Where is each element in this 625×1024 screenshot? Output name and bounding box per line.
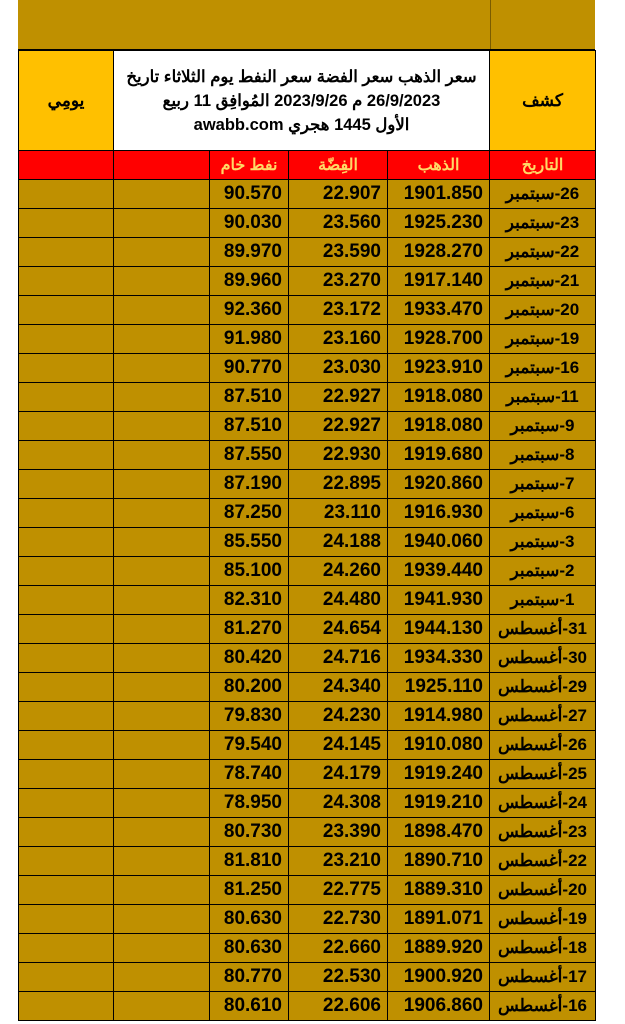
gold-cell[interactable]: 1918.080	[388, 412, 490, 441]
date-cell[interactable]: 30-أغسطس	[490, 644, 596, 673]
silver-cell[interactable]: 23.270	[289, 267, 388, 296]
silver-cell[interactable]: 23.390	[289, 818, 388, 847]
table-row	[19, 934, 596, 963]
oil-cell[interactable]: 87.250	[210, 499, 289, 528]
silver-cell[interactable]: 23.560	[289, 209, 388, 238]
date-cell[interactable]: 6-سبتمبر	[490, 499, 596, 528]
date-cell[interactable]: 23-سبتمبر	[490, 209, 596, 238]
empty-cell[interactable]	[114, 615, 210, 644]
column-divider	[490, 0, 491, 49]
oil-cell[interactable]: 90.570	[210, 180, 289, 209]
table-row	[19, 499, 596, 528]
silver-cell[interactable]: 24.308	[289, 789, 388, 818]
spreadsheet	[18, 0, 595, 1021]
table-row	[19, 586, 596, 615]
empty-cell[interactable]	[114, 760, 210, 789]
date-cell[interactable]: 19-سبتمبر	[490, 325, 596, 354]
empty-cell[interactable]	[19, 789, 114, 818]
date-cell[interactable]: 1-سبتمبر	[490, 586, 596, 615]
empty-cell[interactable]	[114, 847, 210, 876]
oil-cell[interactable]: 87.190	[210, 470, 289, 499]
table-row	[19, 615, 596, 644]
empty-cell[interactable]	[114, 267, 210, 296]
gold-cell[interactable]: 1928.700	[388, 325, 490, 354]
oil-cell[interactable]: 78.950	[210, 789, 289, 818]
empty-cell[interactable]	[114, 296, 210, 325]
empty-cell[interactable]	[19, 847, 114, 876]
table-row	[19, 470, 596, 499]
silver-cell[interactable]: 23.110	[289, 499, 388, 528]
table-row	[19, 441, 596, 470]
table-row	[19, 325, 596, 354]
silver-cell[interactable]: 22.606	[289, 992, 388, 1021]
empty-cell[interactable]	[19, 209, 114, 238]
date-cell[interactable]: 3-سبتمبر	[490, 528, 596, 557]
empty-cell[interactable]	[19, 470, 114, 499]
gold-cell[interactable]: 1923.910	[388, 354, 490, 383]
gold-cell[interactable]: 1914.980	[388, 702, 490, 731]
empty-cell[interactable]	[19, 876, 114, 905]
silver-cell[interactable]: 22.660	[289, 934, 388, 963]
oil-cell[interactable]: 80.770	[210, 963, 289, 992]
oil-cell[interactable]: 80.610	[210, 992, 289, 1021]
prices-table	[18, 50, 596, 1021]
empty-cell[interactable]	[114, 905, 210, 934]
gold-cell[interactable]: 1941.930	[388, 586, 490, 615]
title-line-2: 26/9/2023 م 2023/9/26 المُوافِق 11 ربيع	[162, 91, 441, 110]
empty-cell[interactable]	[19, 412, 114, 441]
gold-cell[interactable]: 1925.110	[388, 673, 490, 702]
table-row	[19, 673, 596, 702]
table-row	[19, 383, 596, 412]
date-cell[interactable]: 29-أغسطس	[490, 673, 596, 702]
silver-cell[interactable]: 22.530	[289, 963, 388, 992]
date-cell[interactable]: 26-أغسطس	[490, 731, 596, 760]
table-row	[19, 557, 596, 586]
silver-cell[interactable]: 22.895	[289, 470, 388, 499]
table-row	[19, 702, 596, 731]
gold-cell[interactable]: 1917.140	[388, 267, 490, 296]
date-cell[interactable]: 26-سبتمبر	[490, 180, 596, 209]
date-cell[interactable]: 21-سبتمبر	[490, 267, 596, 296]
column-header-row	[19, 151, 596, 180]
table-row	[19, 238, 596, 267]
date-cell[interactable]: 18-أغسطس	[490, 934, 596, 963]
empty-cell[interactable]	[114, 992, 210, 1021]
empty-cell[interactable]	[19, 992, 114, 1021]
silver-cell[interactable]: 23.160	[289, 325, 388, 354]
silver-cell[interactable]: 22.927	[289, 412, 388, 441]
empty-cell[interactable]	[114, 644, 210, 673]
table-row	[19, 905, 596, 934]
date-cell[interactable]: 22-سبتمبر	[490, 238, 596, 267]
silver-cell[interactable]: 24.480	[289, 586, 388, 615]
empty-cell[interactable]	[19, 644, 114, 673]
oil-cell[interactable]: 87.510	[210, 383, 289, 412]
page-title	[114, 51, 490, 151]
gold-header: الذهب	[388, 151, 490, 180]
gold-cell[interactable]: 1919.240	[388, 760, 490, 789]
gold-cell[interactable]: 1901.850	[388, 180, 490, 209]
empty-cell[interactable]	[19, 905, 114, 934]
gold-cell[interactable]: 1900.920	[388, 963, 490, 992]
empty-cell[interactable]	[19, 383, 114, 412]
date-cell[interactable]: 24-أغسطس	[490, 789, 596, 818]
silver-cell[interactable]: 24.145	[289, 731, 388, 760]
title-line-3: الأول 1445 هجري awabb.com	[193, 115, 410, 134]
oil-cell[interactable]: 90.770	[210, 354, 289, 383]
date-cell[interactable]: 19-أغسطس	[490, 905, 596, 934]
silver-cell[interactable]: 24.260	[289, 557, 388, 586]
silver-cell[interactable]: 23.590	[289, 238, 388, 267]
empty-cell[interactable]	[19, 557, 114, 586]
gold-cell[interactable]: 1933.470	[388, 296, 490, 325]
gold-cell[interactable]: 1906.860	[388, 992, 490, 1021]
table-row	[19, 818, 596, 847]
gold-cell[interactable]: 1919.210	[388, 789, 490, 818]
gold-cell[interactable]: 1940.060	[388, 528, 490, 557]
empty-cell[interactable]	[19, 934, 114, 963]
table-row	[19, 963, 596, 992]
gold-cell[interactable]: 1925.230	[388, 209, 490, 238]
empty-cell[interactable]	[19, 354, 114, 383]
date-cell[interactable]: 20-أغسطس	[490, 876, 596, 905]
empty-cell[interactable]	[114, 557, 210, 586]
oil-cell[interactable]: 91.980	[210, 325, 289, 354]
gold-cell[interactable]: 1918.080	[388, 383, 490, 412]
table-row	[19, 992, 596, 1021]
gold-cell[interactable]: 1910.080	[388, 731, 490, 760]
table-row	[19, 180, 596, 209]
empty-cell[interactable]	[19, 760, 114, 789]
empty-cell[interactable]	[19, 731, 114, 760]
date-cell[interactable]: 16-سبتمبر	[490, 354, 596, 383]
gold-cell[interactable]: 1919.680	[388, 441, 490, 470]
gold-cell[interactable]: 1898.470	[388, 818, 490, 847]
silver-cell[interactable]: 24.340	[289, 673, 388, 702]
oil-cell[interactable]: 82.310	[210, 586, 289, 615]
date-cell[interactable]: 16-أغسطس	[490, 992, 596, 1021]
silver-cell[interactable]: 24.716	[289, 644, 388, 673]
empty-cell[interactable]	[19, 702, 114, 731]
oil-cell[interactable]: 85.550	[210, 528, 289, 557]
oil-cell[interactable]: 78.740	[210, 760, 289, 789]
oil-cell[interactable]: 87.510	[210, 412, 289, 441]
empty-cell[interactable]	[114, 354, 210, 383]
oil-cell[interactable]: 81.250	[210, 876, 289, 905]
oil-cell[interactable]: 79.830	[210, 702, 289, 731]
empty-header-cell	[114, 151, 210, 180]
table-row	[19, 876, 596, 905]
table-row	[19, 296, 596, 325]
empty-cell[interactable]	[114, 325, 210, 354]
empty-header-cell	[19, 151, 114, 180]
silver-cell[interactable]: 22.775	[289, 876, 388, 905]
daily-label: يومِي	[19, 51, 114, 151]
table-row	[19, 528, 596, 557]
empty-cell[interactable]	[114, 818, 210, 847]
empty-cell[interactable]	[114, 209, 210, 238]
silver-cell[interactable]: 22.930	[289, 441, 388, 470]
oil-cell[interactable]: 80.630	[210, 905, 289, 934]
oil-cell[interactable]: 80.420	[210, 644, 289, 673]
title-line-1: سعر الذهب سعر الفضة سعر النفط يوم الثلاثاء تاريخ	[126, 67, 477, 86]
gold-cell[interactable]: 1889.920	[388, 934, 490, 963]
silver-cell[interactable]: 23.030	[289, 354, 388, 383]
date-cell[interactable]: 23-أغسطس	[490, 818, 596, 847]
header-row	[19, 51, 596, 151]
kashf-label: كشف	[490, 51, 596, 151]
empty-cell[interactable]	[114, 789, 210, 818]
table-row	[19, 267, 596, 296]
empty-cell[interactable]	[19, 180, 114, 209]
gold-cell[interactable]: 1916.930	[388, 499, 490, 528]
table-row	[19, 644, 596, 673]
date-cell[interactable]: 9-سبتمبر	[490, 412, 596, 441]
table-row	[19, 354, 596, 383]
table-row	[19, 760, 596, 789]
gold-cell[interactable]: 1944.130	[388, 615, 490, 644]
empty-cell[interactable]	[19, 267, 114, 296]
date-header: التاريخ	[490, 151, 596, 180]
empty-cell[interactable]	[114, 934, 210, 963]
empty-cell[interactable]	[19, 586, 114, 615]
empty-cell[interactable]	[114, 673, 210, 702]
gold-cell[interactable]: 1928.270	[388, 238, 490, 267]
gold-cell[interactable]: 1889.310	[388, 876, 490, 905]
empty-cell[interactable]	[114, 499, 210, 528]
empty-cell[interactable]	[19, 441, 114, 470]
oil-cell[interactable]: 89.970	[210, 238, 289, 267]
silver-cell[interactable]: 24.230	[289, 702, 388, 731]
empty-cell[interactable]	[19, 615, 114, 644]
empty-cell[interactable]	[19, 673, 114, 702]
silver-cell[interactable]: 24.179	[289, 760, 388, 789]
gold-cell[interactable]: 1934.330	[388, 644, 490, 673]
empty-cell[interactable]	[19, 238, 114, 267]
empty-cell[interactable]	[19, 528, 114, 557]
empty-cell[interactable]	[114, 586, 210, 615]
gold-cell[interactable]: 1890.710	[388, 847, 490, 876]
date-cell[interactable]: 11-سبتمبر	[490, 383, 596, 412]
table-row	[19, 209, 596, 238]
empty-cell[interactable]	[114, 180, 210, 209]
silver-cell[interactable]: 24.188	[289, 528, 388, 557]
silver-header: الفِضّة	[289, 151, 388, 180]
empty-cell[interactable]	[114, 876, 210, 905]
gold-cell[interactable]: 1920.860	[388, 470, 490, 499]
oil-cell[interactable]: 81.270	[210, 615, 289, 644]
date-cell[interactable]: 31-أغسطس	[490, 615, 596, 644]
gold-cell[interactable]: 1939.440	[388, 557, 490, 586]
empty-cell[interactable]	[114, 731, 210, 760]
oil-cell[interactable]: 81.810	[210, 847, 289, 876]
oil-cell[interactable]: 90.030	[210, 209, 289, 238]
date-cell[interactable]: 17-أغسطس	[490, 963, 596, 992]
date-cell[interactable]: 7-سبتمبر	[490, 470, 596, 499]
silver-cell[interactable]: 22.907	[289, 180, 388, 209]
silver-cell[interactable]: 24.654	[289, 615, 388, 644]
empty-cell[interactable]	[114, 383, 210, 412]
table-row	[19, 731, 596, 760]
empty-cell[interactable]	[114, 963, 210, 992]
table-row	[19, 847, 596, 876]
silver-cell[interactable]: 23.210	[289, 847, 388, 876]
gold-cell[interactable]: 1891.071	[388, 905, 490, 934]
empty-cell[interactable]	[19, 499, 114, 528]
empty-cell[interactable]	[114, 528, 210, 557]
empty-cell[interactable]	[114, 412, 210, 441]
oil-cell[interactable]: 87.550	[210, 441, 289, 470]
oil-cell[interactable]: 92.360	[210, 296, 289, 325]
silver-cell[interactable]: 22.927	[289, 383, 388, 412]
top-blank-row	[18, 0, 595, 50]
oil-cell[interactable]: 80.730	[210, 818, 289, 847]
silver-cell[interactable]: 22.730	[289, 905, 388, 934]
silver-cell[interactable]: 23.172	[289, 296, 388, 325]
oil-cell[interactable]: 80.630	[210, 934, 289, 963]
empty-cell[interactable]	[114, 441, 210, 470]
empty-cell[interactable]	[19, 296, 114, 325]
oil-cell[interactable]: 89.960	[210, 267, 289, 296]
table-row	[19, 789, 596, 818]
empty-cell[interactable]	[19, 818, 114, 847]
table-row	[19, 412, 596, 441]
date-cell[interactable]: 2-سبتمبر	[490, 557, 596, 586]
empty-cell[interactable]	[114, 470, 210, 499]
oil-cell[interactable]: 79.540	[210, 731, 289, 760]
date-cell[interactable]: 27-أغسطس	[490, 702, 596, 731]
date-cell[interactable]: 25-أغسطس	[490, 760, 596, 789]
date-cell[interactable]: 22-أغسطس	[490, 847, 596, 876]
date-cell[interactable]: 8-سبتمبر	[490, 441, 596, 470]
empty-cell[interactable]	[114, 702, 210, 731]
empty-cell[interactable]	[19, 963, 114, 992]
empty-cell[interactable]	[114, 238, 210, 267]
oil-header: نفط خام	[210, 151, 289, 180]
date-cell[interactable]: 20-سبتمبر	[490, 296, 596, 325]
empty-cell[interactable]	[19, 325, 114, 354]
oil-cell[interactable]: 80.200	[210, 673, 289, 702]
oil-cell[interactable]: 85.100	[210, 557, 289, 586]
